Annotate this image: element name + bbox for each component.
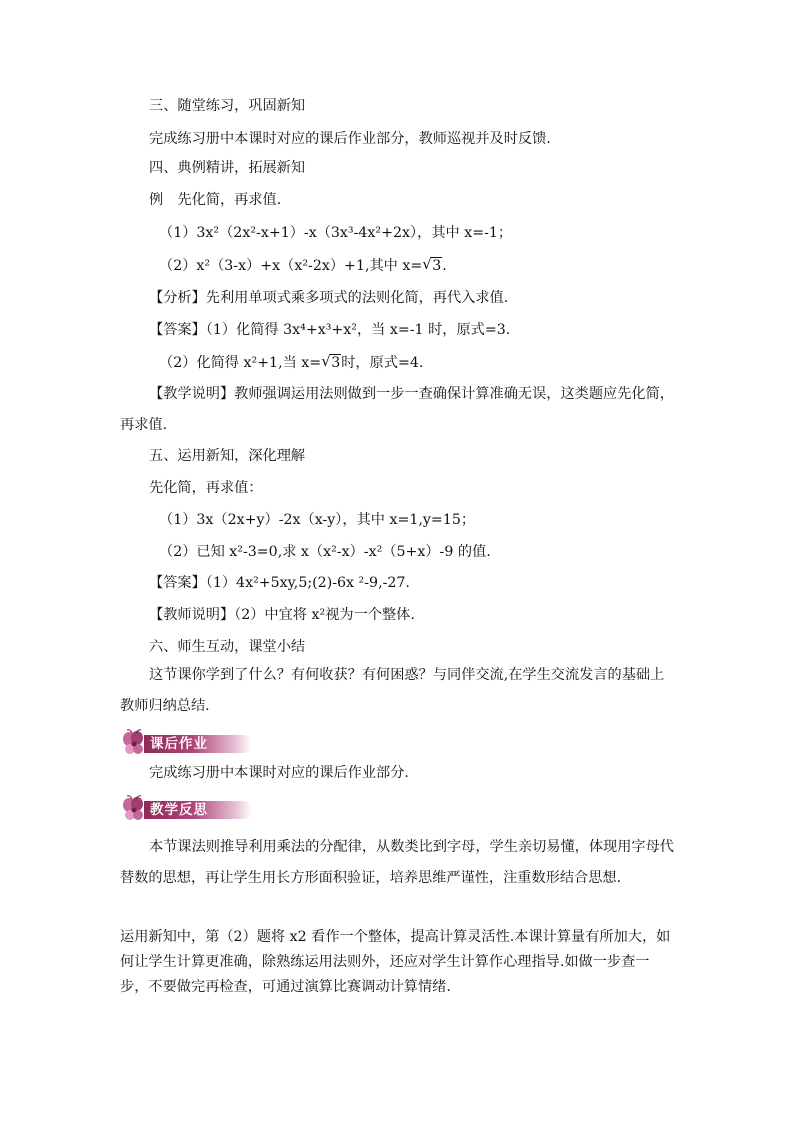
teaching-note: 【教学说明】教师强调运用法则做到一步一查确保计算准确无误，这类题应先化简，再求值. (120, 386, 674, 433)
teacher-note-2: 【教师说明】（2）中宜将 x²视为一个整体. (149, 607, 415, 623)
analysis: 【分析】先利用单项式乘多项式的法则化简，再代入求值. (149, 290, 509, 306)
homework-body: 完成练习册中本课时对应的课后作业部分. (149, 765, 409, 781)
homework-tag-label: 课后作业 (150, 736, 208, 752)
question-2 (159, 256, 447, 276)
answer-1: 【答案】（1）化简得 3x⁴+x³+x²，当 x=-1 时，原式=3. (149, 322, 511, 338)
section-5-heading: 五、运用新知，深化理解 (149, 448, 306, 464)
summary-paragraph: 这节课你学到了什么？有何收获？有何困惑？与同伴交流,在学生交流发言的基础上教师归纳总结. (120, 667, 665, 714)
section-4-heading: 四、典例精讲，拓展新知 (149, 160, 306, 176)
question-2-text: （2）x²（3-x）+x（x²-2x）+1,其中 x= (159, 258, 423, 274)
example-title: 例 先化简，再求值. (149, 192, 282, 208)
question-1: （1）3x²（2x²-x+1）-x（3x³-4x²+2x），其中 x=-1； (159, 225, 513, 241)
section-3-heading: 三、随堂练习，巩固新知 (149, 98, 306, 114)
answer-3: 【答案】（1）4x²+5xy,5;(2)-6x ²-9,-27. (149, 575, 410, 591)
answer-2 (159, 353, 423, 373)
reflection-tag (120, 795, 252, 823)
practice-2: （2）已知 x²-3=0,求 x（x²-x）-x²（5+x）-9 的值. (159, 544, 491, 560)
section-6-heading: 六、师生互动，课堂小结 (149, 639, 306, 655)
sqrt-radicand: 3 (331, 355, 341, 371)
reflection-paragraph-2: 运用新知中，第（2）题将 x2 看作一个整体，提高计算灵活性.本课计算量有所加大，如何让学生计算更准确，除熟练运用法则外，还应对学生计算作心理指导.如做一步查一步，不要做完再检查，可通过演算比赛调动计算情绪. (120, 929, 671, 995)
answer-2-text: （2）化简得 x²+1,当 x= (159, 355, 322, 371)
reflection-paragraph-1: 本节课法则推导利用乘法的分配律，从数类比到字母，学生亲切易懂，体现用字母代替数的思想，再让学生用长方形面积验证，培养思维严谨性，注重数形结合思想. (120, 839, 674, 886)
homework-tag (120, 729, 252, 757)
reflection-tag-label: 教学反思 (150, 802, 208, 818)
sqrt-radicand: 3 (432, 258, 442, 274)
answer-2-end: 时，原式=4. (341, 355, 424, 371)
butterfly-flower-icon (120, 729, 150, 757)
section-3-body: 完成练习册中本课时对应的课后作业部分，教师巡视并及时反馈. (149, 131, 551, 147)
section-5-intro: 先化简，再求值： (149, 480, 263, 496)
question-2-end: . (442, 258, 447, 274)
butterfly-flower-icon (120, 795, 150, 823)
sqrt-symbol: √ 3 (422, 255, 442, 274)
practice-1: （1）3x（2x+y）-2x（x-y），其中 x=1,y=15； (159, 512, 476, 528)
sqrt-symbol: √ 3 (321, 352, 341, 371)
